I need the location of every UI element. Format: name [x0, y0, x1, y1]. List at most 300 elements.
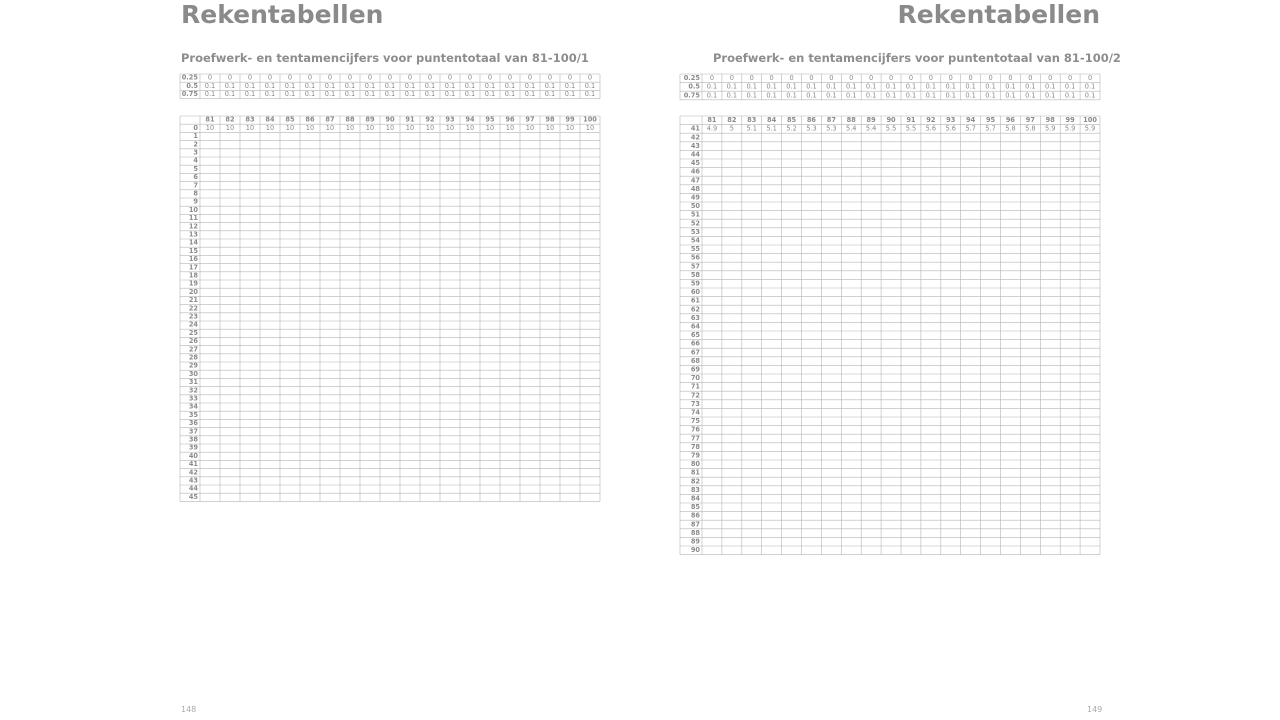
row-label: 25 [188, 328, 198, 337]
fraction-cell: 0.1 [584, 81, 596, 90]
row-label: 3 [193, 148, 198, 157]
row-label: 15 [188, 246, 198, 255]
row-label: 43 [188, 476, 198, 485]
fraction-cell: 0 [749, 74, 754, 83]
table-cell: 5.5 [905, 124, 917, 133]
score-table [640, 0, 1280, 720]
fraction-cell: 0.1 [564, 81, 576, 90]
fraction-cell: 0.1 [444, 81, 456, 90]
fraction-cell: 0 [267, 73, 273, 82]
row-label: 2 [193, 140, 198, 149]
fraction-cell: 0.1 [786, 82, 797, 91]
fraction-cell: 0.1 [384, 90, 396, 99]
row-label: 84 [690, 494, 700, 503]
fraction-cell: 0 [1087, 74, 1093, 83]
column-header: 90 [886, 116, 896, 125]
column-header: 89 [866, 116, 876, 125]
fraction-cell: 0.1 [945, 91, 956, 100]
fraction-cell: 0 [407, 73, 413, 82]
column-header: 85 [786, 116, 797, 125]
column-header: 88 [846, 116, 856, 125]
fraction-cell: 0.1 [965, 91, 976, 100]
table-cell: 10 [465, 123, 475, 132]
row-label: 12 [188, 222, 198, 231]
row-label: 33 [188, 394, 198, 403]
fraction-cell: 0 [307, 73, 313, 82]
fraction-cell: 0.1 [726, 91, 738, 100]
table-cell: 5.5 [885, 124, 897, 133]
row-label: 79 [690, 451, 700, 460]
fraction-cell: 0 [287, 73, 293, 82]
right-page [640, 0, 1280, 720]
row-label: 61 [690, 296, 700, 305]
row-label: 58 [690, 270, 700, 279]
fraction-cell: 0 [869, 74, 874, 83]
row-label: 46 [690, 167, 700, 176]
table-cell: 5.1 [766, 124, 777, 133]
row-label: 54 [690, 236, 700, 245]
fraction-cell: 0.1 [885, 91, 897, 100]
table-cell: 5.4 [865, 124, 877, 133]
table-cell: 10 [565, 123, 575, 132]
row-label: 31 [188, 378, 198, 387]
table-cell: 5.9 [1045, 124, 1056, 133]
fraction-cell: 0.1 [284, 81, 296, 90]
row-label: 45 [690, 159, 700, 168]
fraction-cell: 0.1 [404, 81, 416, 90]
row-label: 19 [188, 279, 198, 288]
fraction-cell: 0.1 [905, 91, 917, 100]
fraction-cell: 0 [447, 73, 453, 82]
fraction-cell: 0.1 [766, 91, 777, 100]
fraction-cell: 0.1 [304, 90, 316, 99]
fraction-cell: 0.1 [806, 91, 817, 100]
fraction-cell: 0.1 [925, 91, 937, 100]
fraction-cell: 0.1 [264, 81, 276, 90]
table-cell: 10 [405, 123, 415, 132]
fraction-cell: 0.1 [865, 82, 877, 91]
row-label: 29 [188, 361, 198, 370]
column-header: 97 [525, 115, 535, 124]
row-label: 41 [690, 124, 700, 133]
fraction-cell: 0 [547, 73, 553, 82]
row-label: 68 [690, 356, 700, 365]
row-label: 65 [690, 331, 700, 340]
column-header: 82 [225, 115, 235, 124]
row-label: 81 [690, 468, 700, 477]
table-cell: 10 [525, 123, 535, 132]
table-cell: 10 [305, 123, 315, 132]
fraction-cell: 0.1 [1084, 91, 1096, 100]
fraction-cell: 0 [769, 74, 774, 83]
fraction-cell: 0.1 [945, 82, 956, 91]
fraction-cell: 0.1 [444, 90, 456, 99]
table-cell: 10 [485, 123, 495, 132]
fraction-cell: 0.1 [1005, 82, 1016, 91]
fraction-cell: 0.1 [364, 90, 376, 99]
column-header: 91 [906, 116, 916, 125]
row-label: 66 [690, 339, 700, 348]
fraction-cell: 0.1 [885, 82, 897, 91]
fraction-cell: 0 [849, 74, 854, 83]
row-label: 85 [690, 503, 700, 512]
column-header: 95 [985, 116, 996, 125]
row-label: 24 [188, 320, 198, 329]
row-label: 1 [193, 132, 198, 141]
page-title: Rekentabellen [181, 0, 384, 29]
row-label: 60 [690, 288, 700, 297]
row-label: 49 [690, 193, 700, 202]
fraction-cell: 0.1 [766, 82, 777, 91]
table-cell: 10 [365, 123, 375, 132]
fraction-cell: 0 [1028, 74, 1033, 83]
table-cell: 5.6 [925, 124, 937, 133]
fraction-cell: 0.1 [1045, 82, 1056, 91]
row-label: 7 [193, 181, 198, 190]
column-header: 98 [545, 115, 555, 124]
table-cell: 10 [325, 123, 335, 132]
row-label: 32 [188, 386, 198, 395]
fraction-cell: 0.1 [304, 81, 316, 90]
row-label: 52 [690, 219, 700, 228]
fraction-cell: 0.1 [544, 81, 556, 90]
row-label: 16 [188, 255, 198, 264]
fraction-cell: 0.1 [384, 81, 396, 90]
column-header: 82 [727, 116, 737, 125]
fraction-cell: 0.1 [905, 82, 917, 91]
fraction-cell: 0.1 [826, 91, 837, 100]
column-header: 99 [1065, 116, 1075, 125]
row-label: 28 [188, 353, 198, 362]
fraction-cell: 0 [527, 73, 533, 82]
fraction-cell: 0.1 [344, 81, 356, 90]
table-cell: 5.4 [846, 124, 857, 133]
column-header: 84 [767, 116, 777, 125]
fraction-label: 0.5 [688, 82, 700, 91]
row-label: 74 [690, 408, 700, 417]
page-number: 148 [181, 705, 197, 714]
fraction-cell: 0.1 [706, 82, 718, 91]
table-cell: 10 [545, 123, 555, 132]
fraction-cell: 0.1 [284, 90, 296, 99]
row-label: 4 [193, 156, 198, 165]
fraction-cell: 0.1 [826, 82, 837, 91]
row-label: 90 [690, 546, 700, 555]
fraction-cell: 0.1 [1005, 91, 1016, 100]
fraction-cell: 0.1 [925, 82, 937, 91]
row-label: 62 [690, 305, 700, 314]
page-title: Rekentabellen [897, 0, 1100, 29]
fraction-label: 0.25 [181, 73, 198, 82]
fraction-cell: 0 [908, 74, 914, 83]
column-header: 87 [325, 115, 335, 124]
row-label: 48 [690, 184, 700, 193]
column-header: 100 [1083, 116, 1097, 125]
fraction-cell: 0.1 [484, 81, 496, 90]
row-label: 78 [690, 442, 700, 451]
fraction-cell: 0.1 [324, 90, 336, 99]
fraction-cell: 0.1 [985, 82, 996, 91]
row-label: 82 [690, 477, 700, 486]
fraction-cell: 0.1 [504, 90, 516, 99]
row-label: 59 [690, 279, 700, 288]
row-label: 73 [690, 399, 700, 408]
fraction-cell: 0.1 [204, 81, 216, 90]
column-header: 94 [966, 116, 976, 125]
table-cell: 5.1 [746, 124, 757, 133]
table-cell: 5.9 [1064, 124, 1076, 133]
fraction-cell: 0.1 [464, 90, 476, 99]
row-label: 70 [690, 374, 700, 383]
row-label: 37 [188, 427, 198, 436]
fraction-cell: 0.1 [364, 81, 376, 90]
fraction-cell: 0.1 [1025, 91, 1036, 100]
row-label: 18 [188, 271, 198, 280]
fraction-cell: 0.1 [846, 91, 857, 100]
table-cell: 10 [445, 123, 455, 132]
table-cell: 10 [265, 123, 275, 132]
table-cell: 5.9 [1084, 124, 1096, 133]
row-label: 38 [188, 435, 198, 444]
row-label: 87 [690, 520, 700, 529]
fraction-cell: 0.1 [1064, 82, 1076, 91]
fraction-cell: 0.1 [806, 82, 817, 91]
fraction-cell: 0.1 [224, 81, 236, 90]
fraction-cell: 0.1 [746, 91, 757, 100]
fraction-cell: 0 [789, 74, 794, 83]
row-label: 63 [690, 313, 700, 322]
fraction-cell: 0 [247, 73, 253, 82]
fraction-cell: 0 [487, 73, 493, 82]
table-cell: 5 [729, 124, 734, 133]
row-label: 72 [690, 391, 700, 400]
fraction-cell: 0 [227, 73, 233, 82]
fraction-cell: 0.1 [846, 82, 857, 91]
row-label: 80 [690, 460, 700, 469]
row-label: 43 [690, 141, 700, 150]
table-cell: 4.9 [706, 124, 718, 133]
row-label: 40 [188, 451, 198, 460]
column-header: 95 [485, 115, 495, 124]
table-cell: 10 [225, 123, 235, 132]
fraction-cell: 0 [567, 73, 573, 82]
fraction-cell: 0 [948, 74, 953, 83]
row-label: 83 [690, 485, 700, 494]
row-label: 0 [193, 123, 198, 132]
fraction-cell: 0 [367, 73, 373, 82]
fraction-cell: 0.1 [244, 90, 256, 99]
row-label: 30 [188, 369, 198, 378]
column-header: 96 [505, 115, 515, 124]
column-header: 94 [465, 115, 475, 124]
fraction-cell: 0 [467, 73, 473, 82]
fraction-cell: 0.1 [224, 90, 236, 99]
table-cell: 5.8 [1005, 124, 1016, 133]
column-header: 93 [946, 116, 956, 125]
row-label: 45 [188, 492, 198, 501]
column-header: 86 [806, 116, 817, 125]
column-header: 81 [205, 115, 215, 124]
column-header: 92 [926, 116, 936, 125]
row-label: 41 [188, 460, 198, 469]
fraction-cell: 0.1 [1045, 91, 1056, 100]
row-label: 9 [193, 197, 198, 206]
column-header: 83 [245, 115, 255, 124]
fraction-cell: 0 [507, 73, 513, 82]
fraction-cell: 0.1 [344, 90, 356, 99]
column-header: 87 [826, 116, 836, 125]
fraction-cell: 0.1 [1064, 91, 1076, 100]
fraction-cell: 0 [709, 74, 715, 83]
fraction-cell: 0.1 [244, 81, 256, 90]
row-label: 50 [690, 202, 700, 211]
fraction-cell: 0 [729, 74, 734, 83]
table-cell: 5.2 [786, 124, 797, 133]
row-label: 20 [188, 287, 198, 296]
fraction-cell: 0.1 [504, 81, 516, 90]
fraction-cell: 0.1 [746, 82, 757, 91]
row-label: 23 [188, 312, 198, 321]
row-label: 42 [188, 468, 198, 477]
fraction-cell: 0 [888, 74, 894, 83]
column-header: 81 [707, 116, 717, 125]
fraction-cell: 0.1 [726, 82, 738, 91]
row-label: 56 [690, 253, 700, 262]
column-header: 99 [565, 115, 575, 124]
row-label: 22 [188, 304, 198, 313]
fraction-cell: 0 [327, 73, 333, 82]
fraction-cell: 0 [1008, 74, 1013, 83]
row-label: 76 [690, 425, 700, 434]
column-header: 96 [1005, 116, 1016, 125]
column-header: 84 [265, 115, 275, 124]
fraction-cell: 0.1 [865, 91, 877, 100]
column-header: 90 [385, 115, 395, 124]
column-header: 86 [305, 115, 315, 124]
fraction-cell: 0.1 [564, 90, 576, 99]
row-label: 71 [690, 382, 700, 391]
fraction-label: 0.5 [186, 81, 198, 90]
table-cell: 10 [245, 123, 255, 132]
row-label: 75 [690, 417, 700, 426]
fraction-cell: 0.1 [786, 91, 797, 100]
row-label: 13 [188, 230, 198, 239]
row-label: 86 [690, 511, 700, 520]
row-label: 88 [690, 528, 700, 537]
table-cell: 5.3 [826, 124, 837, 133]
table-cell: 10 [505, 123, 515, 132]
column-header: 89 [365, 115, 375, 124]
fraction-cell: 0 [829, 74, 834, 83]
row-label: 21 [188, 296, 198, 305]
table-cell: 5.3 [806, 124, 817, 133]
row-label: 34 [188, 402, 198, 411]
table-cell: 5.6 [945, 124, 956, 133]
fraction-cell: 0.1 [264, 90, 276, 99]
row-label: 6 [193, 173, 198, 182]
column-header: 97 [1025, 116, 1035, 125]
row-label: 36 [188, 419, 198, 428]
fraction-cell: 0.1 [524, 81, 536, 90]
column-header: 100 [583, 115, 597, 124]
row-label: 51 [690, 210, 700, 219]
row-label: 26 [188, 337, 198, 346]
fraction-cell: 0 [1048, 74, 1053, 83]
column-header: 98 [1045, 116, 1055, 125]
table-subtitle: Proefwerk- en tentamencijfers voor puntentotaal van 81-100/1 [181, 51, 589, 65]
fraction-cell: 0.1 [324, 81, 336, 90]
table-cell: 10 [385, 123, 395, 132]
table-cell: 10 [205, 123, 215, 132]
table-cell: 10 [585, 123, 595, 132]
row-label: 10 [188, 205, 198, 214]
fraction-cell: 0.1 [424, 90, 436, 99]
row-label: 35 [188, 410, 198, 419]
fraction-cell: 0.1 [1025, 82, 1036, 91]
row-label: 39 [188, 443, 198, 452]
row-label: 77 [690, 434, 700, 443]
page-number: 149 [1087, 705, 1103, 714]
fraction-cell: 0.1 [204, 90, 216, 99]
row-label: 55 [690, 245, 700, 254]
row-label: 57 [690, 262, 700, 271]
fraction-cell: 0 [387, 73, 393, 82]
row-label: 14 [188, 238, 198, 247]
fraction-cell: 0.1 [424, 81, 436, 90]
fraction-cell: 0 [809, 74, 814, 83]
row-label: 67 [690, 348, 700, 357]
table-cell: 10 [425, 123, 435, 132]
fraction-label: 0.75 [683, 91, 700, 100]
row-label: 53 [690, 227, 700, 236]
fraction-cell: 0.1 [544, 90, 556, 99]
fraction-cell: 0.1 [706, 91, 718, 100]
row-label: 47 [690, 176, 700, 185]
fraction-cell: 0.1 [464, 81, 476, 90]
fraction-cell: 0.1 [985, 91, 996, 100]
fraction-cell: 0 [347, 73, 353, 82]
fraction-cell: 0 [988, 74, 993, 83]
fraction-cell: 0.1 [965, 82, 976, 91]
row-label: 27 [188, 345, 198, 354]
column-header: 85 [285, 115, 295, 124]
row-label: 17 [188, 263, 198, 272]
row-label: 69 [690, 365, 700, 374]
fraction-cell: 0 [928, 74, 933, 83]
column-header: 93 [445, 115, 455, 124]
row-label: 64 [690, 322, 700, 331]
column-header: 83 [747, 116, 757, 125]
row-label: 42 [690, 133, 700, 142]
fraction-cell: 0.1 [524, 90, 536, 99]
row-label: 44 [188, 484, 198, 493]
table-cell: 5.7 [965, 124, 976, 133]
row-label: 8 [193, 189, 198, 198]
row-label: 89 [690, 537, 700, 546]
table-cell: 10 [285, 123, 295, 132]
fraction-label: 0.25 [683, 74, 700, 83]
column-header: 91 [405, 115, 415, 124]
fraction-cell: 0.1 [404, 90, 416, 99]
fraction-cell: 0 [587, 73, 593, 82]
fraction-cell: 0 [968, 74, 973, 83]
table-subtitle: Proefwerk- en tentamencijfers voor puntentotaal van 81-100/2 [713, 51, 1121, 65]
table-cell: 5.8 [1025, 124, 1036, 133]
table-cell: 5.7 [985, 124, 996, 133]
fraction-cell: 0.1 [1084, 82, 1096, 91]
row-label: 44 [690, 150, 700, 159]
fraction-cell: 0 [207, 73, 213, 82]
